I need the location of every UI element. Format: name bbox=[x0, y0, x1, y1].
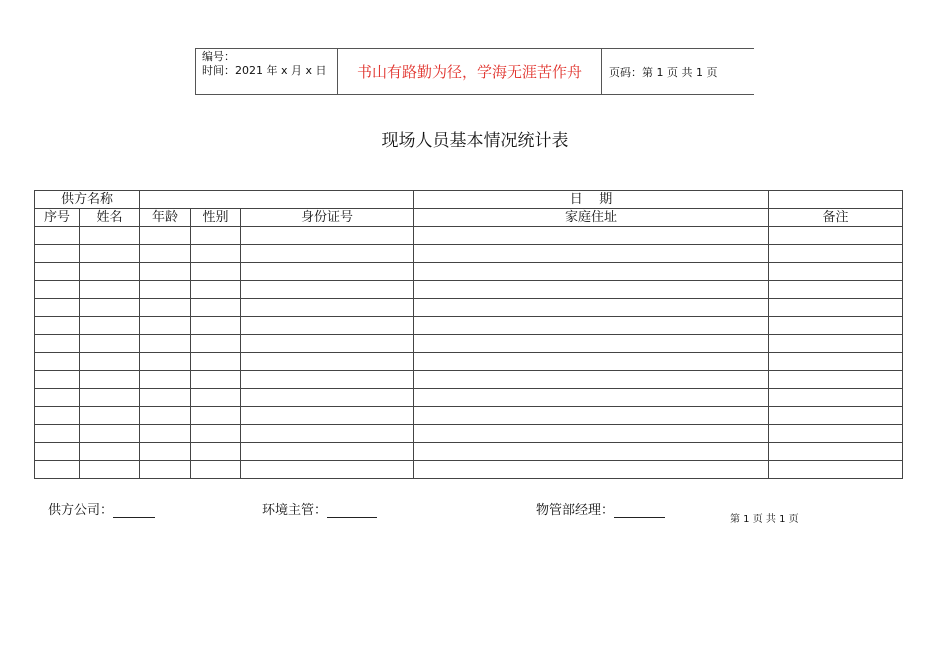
cell-address[interactable] bbox=[414, 299, 769, 317]
cell-name[interactable] bbox=[80, 245, 140, 263]
personnel-table bbox=[34, 190, 903, 479]
cell-index[interactable] bbox=[35, 425, 80, 443]
cell-remarks[interactable] bbox=[769, 245, 903, 263]
cell-age[interactable] bbox=[140, 425, 191, 443]
cell-index[interactable] bbox=[35, 371, 80, 389]
cell-id-number[interactable] bbox=[241, 407, 414, 425]
cell-address[interactable] bbox=[414, 371, 769, 389]
cell-name[interactable] bbox=[80, 461, 140, 479]
col-header-index: 序号 bbox=[35, 209, 80, 227]
table-row bbox=[35, 371, 903, 389]
cell-address[interactable] bbox=[414, 317, 769, 335]
page-title: 现场人员基本情况统计表 bbox=[381, 131, 569, 151]
cell-id-number[interactable] bbox=[241, 281, 414, 299]
cell-name[interactable] bbox=[80, 299, 140, 317]
cell-remarks[interactable] bbox=[769, 227, 903, 245]
cell-index[interactable] bbox=[35, 461, 80, 479]
cell-name[interactable] bbox=[80, 407, 140, 425]
cell-name[interactable] bbox=[80, 353, 140, 371]
cell-gender[interactable] bbox=[191, 245, 241, 263]
table-row bbox=[35, 317, 903, 335]
cell-address[interactable] bbox=[414, 407, 769, 425]
cell-index[interactable] bbox=[35, 263, 80, 281]
cell-remarks[interactable] bbox=[769, 389, 903, 407]
cell-address[interactable] bbox=[414, 443, 769, 461]
table-row bbox=[35, 263, 903, 281]
cell-address[interactable] bbox=[414, 389, 769, 407]
cell-id-number[interactable] bbox=[241, 425, 414, 443]
date-value-cell[interactable] bbox=[769, 191, 903, 209]
cell-remarks[interactable] bbox=[769, 461, 903, 479]
cell-name[interactable] bbox=[80, 389, 140, 407]
table-row bbox=[35, 389, 903, 407]
cell-remarks[interactable] bbox=[769, 335, 903, 353]
cell-index[interactable] bbox=[35, 353, 80, 371]
cell-id-number[interactable] bbox=[241, 299, 414, 317]
cell-remarks[interactable] bbox=[769, 353, 903, 371]
supplier-row bbox=[35, 191, 903, 209]
cell-id-number[interactable] bbox=[241, 353, 414, 371]
cell-remarks[interactable] bbox=[769, 263, 903, 281]
table-row bbox=[35, 443, 903, 461]
date-label: 日 期 bbox=[414, 191, 769, 209]
cell-index[interactable] bbox=[35, 299, 80, 317]
cell-id-number[interactable] bbox=[241, 317, 414, 335]
cell-gender[interactable] bbox=[191, 317, 241, 335]
cell-name[interactable] bbox=[80, 335, 140, 353]
table-row bbox=[35, 245, 903, 263]
col-header-name: 姓名 bbox=[80, 209, 140, 227]
cell-age[interactable] bbox=[140, 227, 191, 245]
cell-index[interactable] bbox=[35, 227, 80, 245]
cell-gender[interactable] bbox=[191, 353, 241, 371]
table-row bbox=[35, 353, 903, 371]
cell-gender[interactable] bbox=[191, 281, 241, 299]
supplier-company-line[interactable] bbox=[113, 503, 155, 518]
page-code: 页码：第 1 页 共 1 页 bbox=[609, 65, 718, 79]
supplier-label: 供方名称 bbox=[35, 191, 140, 209]
supplier-company-label: 供方公司： bbox=[48, 503, 114, 518]
cell-name[interactable] bbox=[80, 227, 140, 245]
cell-id-number[interactable] bbox=[241, 461, 414, 479]
cell-age[interactable] bbox=[140, 335, 191, 353]
cell-id-number[interactable] bbox=[241, 227, 414, 245]
cell-name[interactable] bbox=[80, 263, 140, 281]
cell-address[interactable] bbox=[414, 281, 769, 299]
cell-remarks[interactable] bbox=[769, 281, 903, 299]
cell-age[interactable] bbox=[140, 353, 191, 371]
cell-age[interactable] bbox=[140, 245, 191, 263]
time-label: 时间：2021 年 x 月 x 日 bbox=[202, 64, 327, 77]
cell-index[interactable] bbox=[35, 389, 80, 407]
cell-id-number[interactable] bbox=[241, 245, 414, 263]
cell-address[interactable] bbox=[414, 353, 769, 371]
header-meta bbox=[196, 49, 338, 94]
cell-age[interactable] bbox=[140, 371, 191, 389]
cell-gender[interactable] bbox=[191, 461, 241, 479]
cell-address[interactable] bbox=[414, 335, 769, 353]
cell-gender[interactable] bbox=[191, 335, 241, 353]
cell-name[interactable] bbox=[80, 371, 140, 389]
cell-name[interactable] bbox=[80, 281, 140, 299]
cell-index[interactable] bbox=[35, 407, 80, 425]
cell-remarks[interactable] bbox=[769, 425, 903, 443]
motto-text: 书山有路勤为径，学海无涯苦作舟 bbox=[338, 49, 602, 94]
property-manager-line[interactable] bbox=[614, 503, 665, 518]
cell-name[interactable] bbox=[80, 443, 140, 461]
cell-age[interactable] bbox=[140, 443, 191, 461]
env-supervisor-label: 环境主管： bbox=[262, 503, 328, 518]
cell-name[interactable] bbox=[80, 317, 140, 335]
cell-index[interactable] bbox=[35, 335, 80, 353]
cell-address[interactable] bbox=[414, 461, 769, 479]
cell-age[interactable] bbox=[140, 281, 191, 299]
cell-age[interactable] bbox=[140, 407, 191, 425]
cell-remarks[interactable] bbox=[769, 371, 903, 389]
cell-index[interactable] bbox=[35, 317, 80, 335]
cell-id-number[interactable] bbox=[241, 443, 414, 461]
table-row bbox=[35, 335, 903, 353]
col-header-gender: 性别 bbox=[191, 209, 241, 227]
supplier-value-cell[interactable] bbox=[140, 191, 414, 209]
cell-id-number[interactable] bbox=[241, 335, 414, 353]
table-row bbox=[35, 281, 903, 299]
column-header-row bbox=[35, 209, 903, 227]
cell-remarks[interactable] bbox=[769, 317, 903, 335]
serial-label: 编号： bbox=[202, 50, 235, 63]
cell-gender[interactable] bbox=[191, 371, 241, 389]
property-manager-signature bbox=[536, 499, 665, 518]
cell-gender[interactable] bbox=[191, 407, 241, 425]
col-header-age: 年龄 bbox=[140, 209, 191, 227]
cell-gender[interactable] bbox=[191, 425, 241, 443]
cell-age[interactable] bbox=[140, 263, 191, 281]
cell-age[interactable] bbox=[140, 389, 191, 407]
cell-gender[interactable] bbox=[191, 227, 241, 245]
cell-gender[interactable] bbox=[191, 389, 241, 407]
cell-age[interactable] bbox=[140, 299, 191, 317]
table-row bbox=[35, 407, 903, 425]
cell-index[interactable] bbox=[35, 443, 80, 461]
supplier-company-signature bbox=[48, 499, 155, 518]
table-row bbox=[35, 299, 903, 317]
cell-id-number[interactable] bbox=[241, 371, 414, 389]
env-supervisor-line[interactable] bbox=[327, 503, 377, 518]
cell-id-number[interactable] bbox=[241, 263, 414, 281]
cell-gender[interactable] bbox=[191, 443, 241, 461]
cell-age[interactable] bbox=[140, 461, 191, 479]
document-header bbox=[195, 48, 754, 95]
cell-name[interactable] bbox=[80, 425, 140, 443]
col-header-address: 家庭住址 bbox=[414, 209, 769, 227]
property-manager-label: 物管部经理： bbox=[536, 503, 615, 518]
cell-address[interactable] bbox=[414, 245, 769, 263]
cell-address[interactable] bbox=[414, 425, 769, 443]
table-row bbox=[35, 227, 903, 245]
cell-gender[interactable] bbox=[191, 299, 241, 317]
col-header-id-number: 身份证号 bbox=[241, 209, 414, 227]
cell-remarks[interactable] bbox=[769, 407, 903, 425]
cell-id-number[interactable] bbox=[241, 389, 414, 407]
cell-remarks[interactable] bbox=[769, 443, 903, 461]
cell-gender[interactable] bbox=[191, 263, 241, 281]
page-number-footer: 第 1 页 共 1 页 bbox=[730, 514, 799, 525]
cell-address[interactable] bbox=[414, 263, 769, 281]
col-header-remarks: 备注 bbox=[769, 209, 903, 227]
cell-address[interactable] bbox=[414, 227, 769, 245]
cell-age[interactable] bbox=[140, 317, 191, 335]
table-row bbox=[35, 425, 903, 443]
cell-index[interactable] bbox=[35, 281, 80, 299]
cell-index[interactable] bbox=[35, 245, 80, 263]
env-supervisor-signature bbox=[262, 499, 377, 518]
table-row bbox=[35, 461, 903, 479]
cell-remarks[interactable] bbox=[769, 299, 903, 317]
